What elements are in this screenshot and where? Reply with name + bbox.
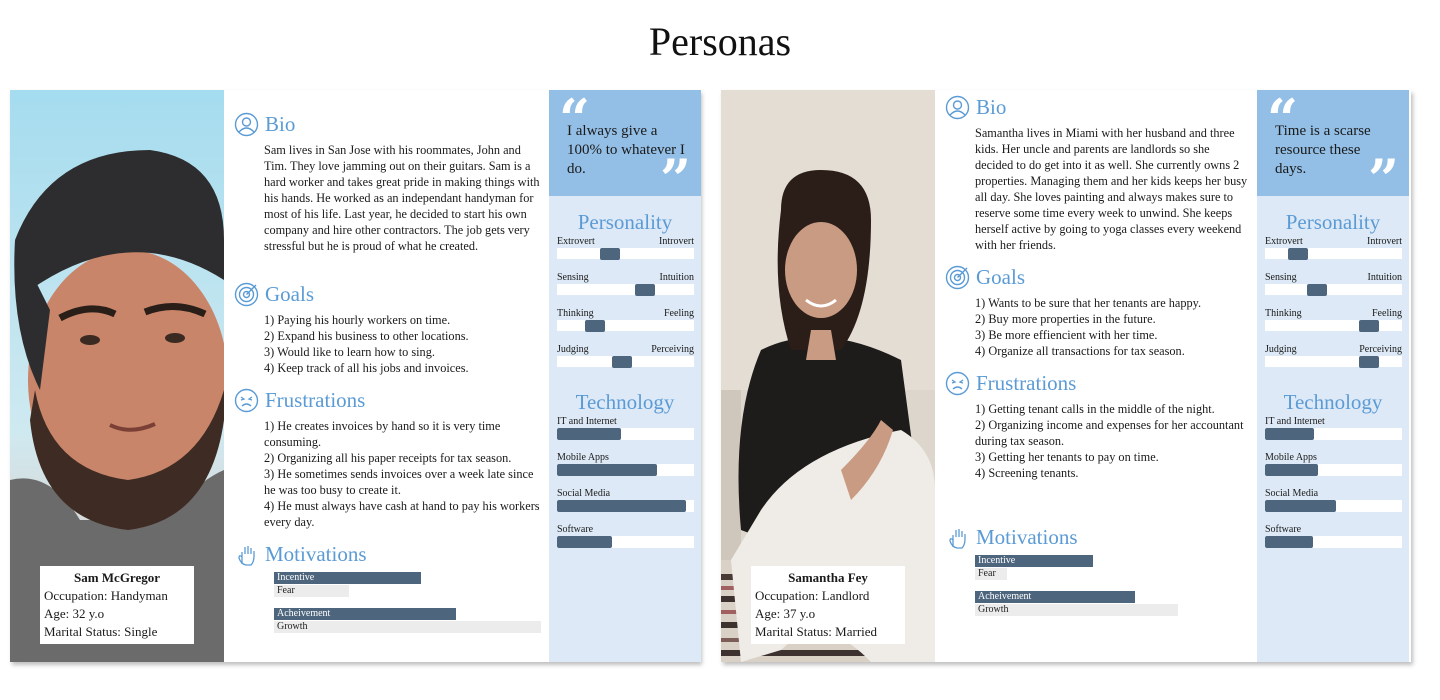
persona-name: Samantha Fey	[788, 570, 868, 585]
technology-fill	[1265, 500, 1336, 512]
frustrated-face-icon	[234, 388, 259, 413]
frustrations-heading: Frustrations	[945, 371, 1076, 396]
persona-age: Age: 32 y.o	[44, 606, 105, 621]
trait-right-label: Introvert	[659, 236, 694, 247]
frustrations-heading: Frustrations	[234, 388, 365, 413]
motivation-bar: Acheivement	[975, 591, 1135, 603]
hand-icon	[945, 525, 970, 550]
technology-fill	[1265, 464, 1318, 476]
trait-knob	[600, 248, 620, 260]
technology-title: Technology	[575, 390, 675, 414]
frustration-item: 4) Screening tenants.	[975, 466, 1079, 480]
personality-slider	[1265, 344, 1402, 374]
bio-text: Sam lives in San Jose with his roommates, John and Tim. They love jamming out on their guitars. Sam is a hard worker and takes great pride in making things with his hands. He worked as an independant handyman for most of his life. Last year, he decided to start his own company and hire other contractors. The job gets very stressful but he is proud of what he created.	[264, 143, 540, 253]
technology-bar	[557, 488, 694, 518]
motivation-track: Growth	[274, 621, 541, 633]
trait-right-label: Feeling	[1372, 308, 1402, 319]
trait-track	[557, 320, 694, 331]
trait-knob	[1307, 284, 1327, 296]
technology-bar	[557, 524, 694, 554]
trait-left-label: Thinking	[1265, 308, 1302, 319]
hand-icon	[234, 542, 259, 567]
technology-bar	[1265, 416, 1402, 446]
trait-right-label: Feeling	[664, 308, 694, 319]
persona-sidebar	[549, 87, 701, 662]
quote-open-icon: “	[559, 87, 591, 151]
technology-bar	[1265, 452, 1402, 482]
bio-heading: Bio	[945, 95, 1006, 120]
goals-list	[264, 312, 542, 376]
page-title: Personas	[648, 19, 792, 64]
technology-fill	[1265, 536, 1313, 548]
technology-label: Mobile Apps	[1265, 452, 1317, 463]
trait-left-label: Extrovert	[1265, 236, 1303, 247]
persona-card	[10, 87, 700, 662]
personality-slider	[1265, 236, 1402, 266]
technology-label: Social Media	[1265, 488, 1319, 499]
persona-quote: I always give a 100% to whatever I do.	[567, 123, 685, 177]
trait-knob	[1359, 320, 1379, 332]
goals-heading: Goals	[945, 265, 1025, 290]
persona-details	[935, 90, 1257, 662]
personality-slider	[1265, 308, 1402, 338]
personality-slider	[557, 236, 694, 266]
motivation-track: Fear	[975, 568, 1007, 580]
persona-occupation: Occupation: Handyman	[44, 588, 168, 603]
technology-fill	[557, 500, 686, 512]
persona-details	[224, 90, 549, 662]
trait-right-label: Perceiving	[651, 344, 694, 355]
frustration-item: 2) Organizing income and expenses for her accountant during tax season.	[975, 418, 1244, 448]
trait-right-label: Intuition	[1367, 272, 1402, 283]
technology-bar	[1265, 488, 1402, 518]
frustrations-list	[975, 401, 1249, 481]
technology-fill	[557, 464, 657, 476]
trait-left-label: Thinking	[557, 308, 594, 319]
technology-fill	[1265, 428, 1314, 440]
goals-heading: Goals	[234, 282, 314, 307]
technology-label: Social Media	[557, 488, 611, 499]
persona-sidebar	[1257, 87, 1409, 662]
frustrations-list	[264, 418, 542, 530]
goal-item: 2) Expand his business to other locations.	[264, 329, 469, 343]
technology-label: IT and Internet	[1265, 416, 1325, 427]
quote-close-icon: ”	[659, 147, 691, 211]
target-icon	[945, 265, 970, 290]
trait-knob	[1359, 356, 1379, 368]
trait-left-label: Sensing	[557, 272, 589, 283]
technology-label: Software	[557, 524, 594, 535]
trait-track	[1265, 248, 1402, 259]
trait-right-label: Perceiving	[1359, 344, 1402, 355]
quote-open-icon: “	[1267, 87, 1299, 151]
trait-knob	[585, 320, 605, 332]
motivation-track: Fear	[274, 585, 349, 597]
technology-bar	[557, 416, 694, 446]
trait-track	[1265, 356, 1402, 367]
technology-fill	[557, 428, 621, 440]
personality-slider	[1265, 272, 1402, 302]
persona-occupation: Occupation: Landlord	[755, 588, 870, 603]
goal-item: 2) Buy more properties in the future.	[975, 312, 1156, 326]
technology-fill	[557, 536, 612, 548]
trait-left-label: Sensing	[1265, 272, 1297, 283]
trait-left-label: Judging	[557, 344, 589, 355]
frustration-item: 1) He creates invoices by hand so it is very time consuming.	[264, 419, 501, 449]
quote-box	[549, 87, 701, 211]
technology-title: Technology	[1283, 390, 1383, 414]
goal-item: 1) Wants to be sure that her tenants are happy.	[975, 296, 1202, 310]
technology-label: Mobile Apps	[557, 452, 609, 463]
user-icon	[234, 112, 259, 137]
technology-bar	[1265, 524, 1402, 554]
bio-text: Samantha lives in Miami with her husband and three kids. Her uncle and parents are landlords so she decided to do get into it as well. She currently owns 2 properties. Managing them and her kids keeps her busy all day. She loves painting and always makes sure to reserve some time every week to unwind. She keeps herself active by going to yoga classes every weekend with her friends.	[975, 126, 1248, 252]
quote-box	[1257, 87, 1409, 211]
frustration-item: 1) Getting tenant calls in the middle of the night.	[975, 402, 1215, 416]
trait-track	[1265, 284, 1402, 295]
technology-label: Software	[1265, 524, 1302, 535]
persona-info	[40, 566, 194, 644]
frustration-item: 2) Organizing all his paper receipts for tax season.	[264, 451, 512, 465]
trait-knob	[612, 356, 632, 368]
frustration-item: 4) He must always have cash at hand to pay his workers every day.	[264, 499, 540, 529]
motivations-heading: Motivations	[945, 525, 1078, 550]
trait-left-label: Extrovert	[557, 236, 595, 247]
motivation-bar: Incentive	[975, 555, 1093, 567]
motivations-heading: Motivations	[234, 542, 367, 567]
trait-right-label: Introvert	[1367, 236, 1402, 247]
trait-right-label: Intuition	[659, 272, 694, 283]
motivation-bar: Incentive	[274, 572, 421, 584]
personality-slider	[557, 272, 694, 302]
persona-marital-status: Marital Status: Single	[44, 624, 158, 639]
persona-card	[721, 87, 1411, 662]
quote-close-icon: ”	[1367, 147, 1399, 211]
frustration-item: 3) Getting her tenants to pay on time.	[975, 450, 1159, 464]
technology-label: IT and Internet	[557, 416, 617, 427]
persona-marital-status: Marital Status: Married	[755, 624, 878, 639]
goal-item: 1) Paying his hourly workers on time.	[264, 313, 451, 327]
trait-track	[557, 284, 694, 295]
personality-title: Personality	[1285, 210, 1381, 234]
trait-knob	[1288, 248, 1308, 260]
motivation-bar: Acheivement	[274, 608, 456, 620]
trait-track	[557, 248, 694, 259]
personality-slider	[557, 344, 694, 374]
goal-item: 4) Organize all transactions for tax season.	[975, 344, 1185, 358]
bio-heading: Bio	[234, 112, 295, 137]
user-icon	[945, 95, 970, 120]
goal-item: 3) Would like to learn how to sing.	[264, 345, 435, 359]
personality-title: Personality	[577, 210, 673, 234]
persona-quote: Time is a scarse resource these days.	[1275, 123, 1371, 177]
trait-track	[1265, 320, 1402, 331]
technology-bar	[557, 452, 694, 482]
trait-knob	[635, 284, 655, 296]
frustration-item: 3) He sometimes sends invoices over a week late since he was too busy to create it.	[264, 467, 534, 497]
goals-list	[975, 295, 1249, 359]
goal-item: 4) Keep track of all his jobs and invoices.	[264, 361, 469, 375]
target-icon	[234, 282, 259, 307]
frustrated-face-icon	[945, 371, 970, 396]
motivation-track: Growth	[975, 604, 1178, 616]
persona-age: Age: 37 y.o	[755, 606, 816, 621]
persona-name: Sam McGregor	[73, 570, 161, 585]
goal-item: 3) Be more effiencient with her time.	[975, 328, 1158, 342]
persona-info	[751, 566, 905, 644]
personality-slider	[557, 308, 694, 338]
trait-left-label: Judging	[1265, 344, 1297, 355]
